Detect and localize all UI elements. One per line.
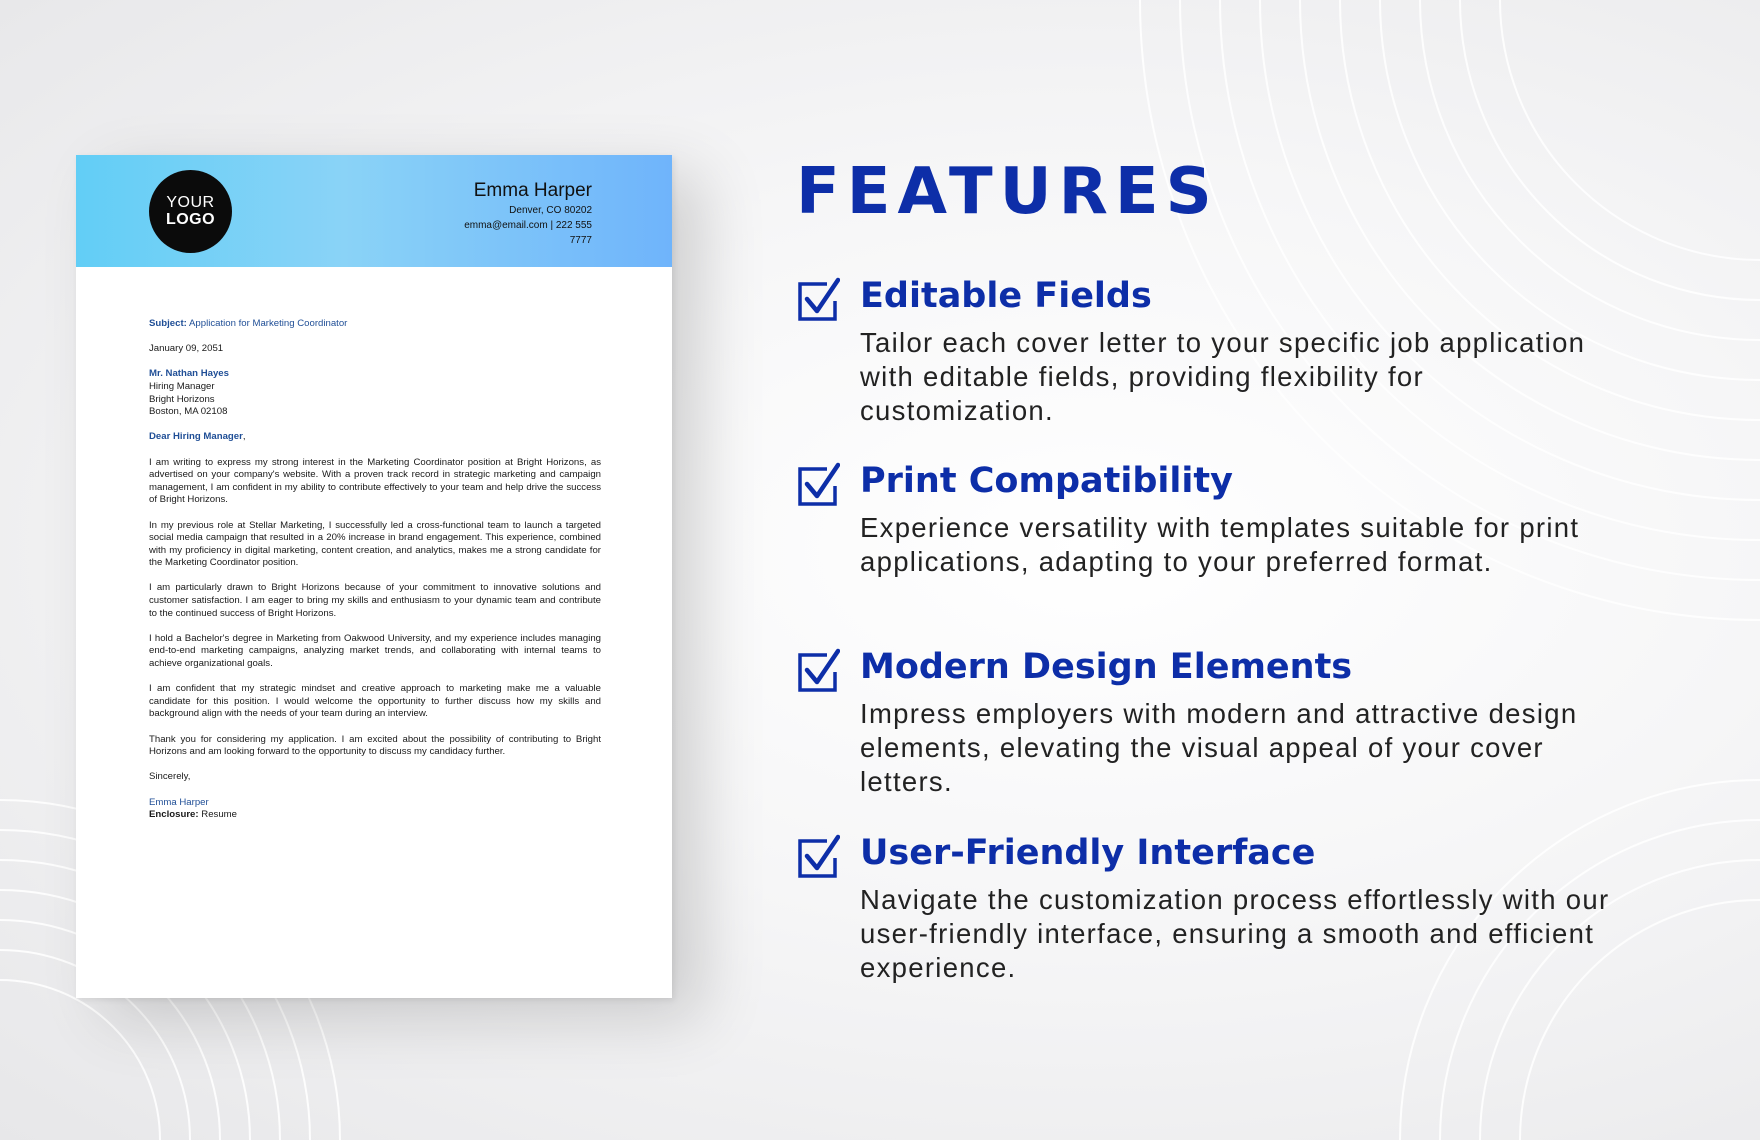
sender-contact: emma@email.com | 222 555 (464, 220, 592, 231)
cover-letter-document (76, 155, 672, 998)
enclosure-text: Resume (201, 809, 237, 821)
body-paragraph: Thank you for considering my application. I am excited about the possibility of contributing to Bright Horizons and am looking forward to the opportunity to discuss my candidacy further. (149, 733, 601, 758)
salutation-punct: , (242, 431, 246, 443)
feature-description: Impress employers with modern and attractive design elements, elevating the visual appeal of your cover letters. (860, 698, 1578, 797)
feature-title: Modern Design Elements (860, 647, 1353, 687)
feature-title: Print Compatibility (860, 461, 1233, 501)
letter-header (76, 155, 672, 267)
body-paragraph: I am confident that my strategic mindset and creative approach to marketing make me a valuable candidate for this position. I would welcome the opportunity to further discuss how my skills and background align with the needs of your team during an interview. (149, 683, 601, 720)
closing: Sincerely, (149, 771, 191, 783)
salutation (149, 431, 601, 444)
body-paragraph: I hold a Bachelor's degree in Marketing from Oakwood University, and my experience includes managing end-to-end marketing campaigns, analyzing market trends, and collaborating with internal teams to achieve organizational goals. (149, 632, 601, 670)
checkbox-checked-icon (798, 462, 840, 506)
feature-description: Navigate the customization process effortlessly with our user-friendly interface, ensuring a smooth and efficient experience. (860, 884, 1610, 983)
checkbox-checked-icon (798, 834, 840, 878)
body-paragraph: I am particularly drawn to Bright Horizons because of your commitment to innovative solutions and customer satisfaction. I am eager to bring my skills and enthusiasm to your dynamic team and contribute to the continued success of Bright Horizons. (149, 582, 601, 619)
letter-date: January 09, 2051 (149, 343, 224, 355)
sender-info (352, 179, 592, 248)
subject-label: Subject: (149, 318, 187, 329)
logo-text-top: YOUR (166, 194, 215, 211)
subject-text: Application for Marketing Coordinator (189, 318, 348, 329)
sender-name: Emma Harper (473, 180, 592, 201)
feature-description: Experience versatility with templates suitable for print applications, adapting to your preferred format. (860, 512, 1580, 577)
body-paragraph: I am writing to express my strong interest in the Marketing Coordinator position at Bright Horizons, as advertised on your company's website. With a proven track record in strategic marketing and campaign management, I am confident in my ability to contribute effectively to your team and help drive the success of Bright Horizons. (149, 456, 601, 506)
recipient-title: Hiring Manager (149, 380, 215, 392)
checkbox-checked-icon (798, 648, 840, 692)
signature-name: Emma Harper (149, 796, 209, 808)
features-heading: FEATURES (796, 155, 1219, 229)
sender-city: Denver, CO 80202 (509, 205, 592, 216)
recipient-city: Boston, MA 02108 (149, 406, 228, 418)
recipient-company: Bright Horizons (149, 393, 215, 405)
body-paragraph: In my previous role at Stellar Marketing, I successfully led a cross-functional team to launch a targeted social media campaign that resulted in a 20% increase in brand engagement. This experience, combined with my proficiency in digital marketing, content creation, and analytics, makes me a strong candidate for the Marketing Coordinator position. (149, 519, 601, 569)
feature-description: Tailor each cover letter to your specific job application with editable fields, providing flexibility for customization. (860, 327, 1586, 426)
logo-text-bottom: LOGO (165, 211, 216, 228)
recipient-name: Mr. Nathan Hayes (149, 368, 229, 380)
salutation-text: Dear Hiring Manager (149, 431, 243, 443)
feature-title: User-Friendly Interface (860, 833, 1316, 873)
subject-line (149, 318, 601, 331)
signature-block (149, 797, 601, 822)
checkbox-checked-icon (798, 277, 840, 321)
logo-placeholder (149, 170, 232, 253)
recipient-block (149, 368, 601, 418)
enclosure-label: Enclosure: (149, 809, 199, 821)
letter-body (149, 318, 601, 834)
sender-phone-end: 7777 (569, 235, 592, 246)
feature-title: Editable Fields (860, 276, 1152, 316)
